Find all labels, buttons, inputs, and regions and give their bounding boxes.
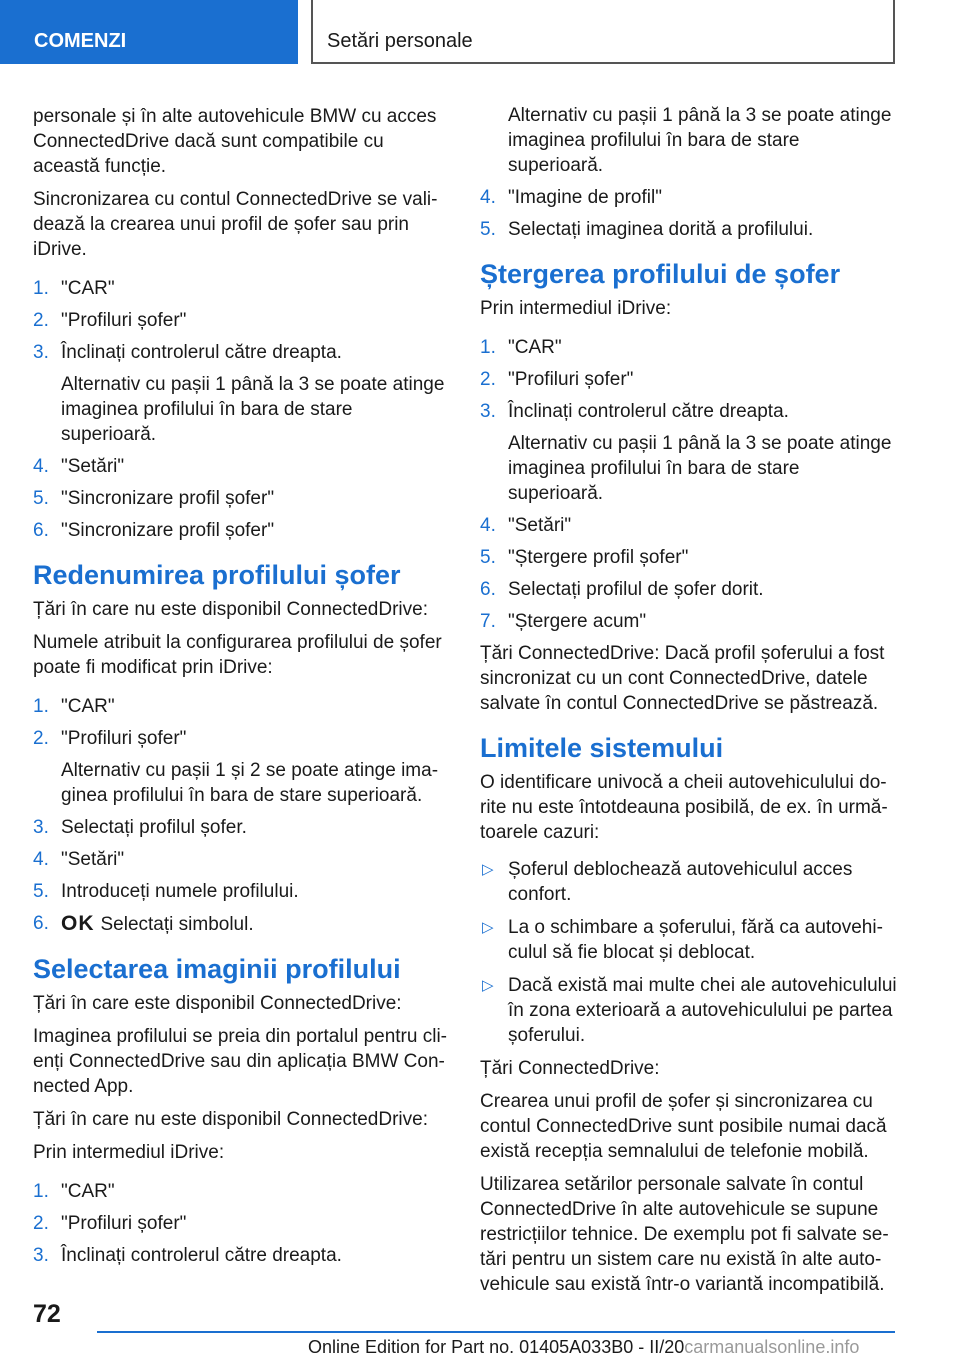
step-text: "CAR"	[508, 337, 562, 358]
step-number: 4.	[480, 187, 496, 208]
ok-icon: OK	[61, 912, 95, 935]
step-text: "Imagine de profil"	[508, 187, 662, 208]
heading-system-limits: Limitele sistemului	[480, 733, 724, 763]
paragraph: Imaginea profilului se preia din portalul pentru cli-enți ConnectedDrive sau din aplicația BMW Con-nected App.	[33, 1026, 448, 1097]
step-text: "CAR"	[61, 1181, 115, 1202]
list-item	[480, 399, 898, 424]
heading-delete-profile: Ștergerea profilului de șofer	[480, 259, 841, 289]
list-item	[480, 217, 898, 242]
step-text: Selectați imaginea dorită a profilului.	[508, 219, 814, 240]
bullet-text: La o schimbare a șoferului, fără ca autovehi-culul să fie blocat și deblocat.	[508, 917, 883, 963]
step-text: "Setări"	[61, 849, 125, 870]
list-item	[33, 1243, 451, 1268]
step-text: Selectați profilul de șofer dorit.	[508, 579, 764, 600]
paragraph: Sincronizarea cu contul ConnectedDrive se vali-dează la crearea unui profil de șofer sau prin iDrive.	[33, 189, 438, 260]
list-item	[33, 308, 451, 333]
list-item	[33, 454, 451, 479]
step-number: 6.	[33, 913, 49, 934]
page-number: 72	[33, 1300, 61, 1328]
step-text: Înclinați controlerul către dreapta.	[508, 401, 789, 422]
paragraph: Crearea unui profil de șofer și sincronizarea cu contul ConnectedDrive sunt posibile numai dacă există recepția semnalului de telefonie mobilă.	[480, 1091, 887, 1162]
step-number: 5.	[480, 547, 496, 568]
step-number: 2.	[480, 369, 496, 390]
paragraph: Țări ConnectedDrive:	[480, 1058, 660, 1079]
step-text: "Profiluri șofer"	[61, 310, 187, 331]
step-number: 2.	[33, 728, 49, 749]
step-number: 3.	[33, 817, 49, 838]
step-number: 1.	[33, 1181, 49, 1202]
step-number: 6.	[33, 520, 49, 541]
right-column	[480, 103, 898, 1305]
step-text: "Sincronizare profil șofer"	[61, 488, 275, 509]
list-item	[480, 185, 898, 210]
heading-rename-profile: Redenumirea profilului șofer	[33, 560, 401, 590]
list-item	[480, 915, 898, 965]
list-item	[480, 367, 898, 392]
step-text: Selectați profilul șofer.	[61, 817, 247, 838]
step-text: "Profiluri șofer"	[508, 369, 634, 390]
step-number: 6.	[480, 579, 496, 600]
paragraph: Prin intermediul iDrive:	[480, 298, 672, 319]
step-text: Selectați simbolul.	[100, 914, 254, 935]
step-number: 3.	[33, 1245, 49, 1266]
step-text: "Ștergere profil șofer"	[508, 547, 689, 568]
paragraph: personale și în alte autovehicule BMW cu acces ConnectedDrive dacă sunt compatibile cu această funcție.	[33, 106, 437, 177]
list-item	[33, 847, 451, 872]
step-text: Înclinați controlerul către dreapta.	[61, 342, 342, 363]
footer-edition	[308, 1337, 859, 1358]
step-note: Alternativ cu pașii 1 până la 3 se poate atinge imaginea profilului în bara de stare superioară.	[508, 105, 892, 176]
list-item	[480, 577, 898, 602]
watermark: carmanualsonline.info	[684, 1337, 860, 1357]
step-number: 1.	[33, 696, 49, 717]
left-column	[33, 104, 451, 1275]
step-text: "Sincronizare profil șofer"	[61, 520, 275, 541]
step-number: 3.	[33, 342, 49, 363]
step-number: 5.	[33, 488, 49, 509]
step-text: "CAR"	[61, 696, 115, 717]
step-text: Înclinați controlerul către dreapta.	[61, 1245, 342, 1266]
paragraph: Țări în care este disponibil ConnectedDrive:	[33, 993, 402, 1014]
step-text: "Setări"	[61, 456, 125, 477]
list-item	[480, 973, 898, 1048]
step-number: 5.	[480, 219, 496, 240]
step-number: 1.	[33, 278, 49, 299]
step-number: 2.	[33, 1213, 49, 1234]
list-item	[33, 879, 451, 904]
bullet-text: Șoferul deblochează autovehiculul acces confort.	[508, 859, 853, 905]
step-text: "Profiluri șofer"	[61, 728, 187, 749]
list-item	[480, 857, 898, 907]
paragraph: Țări ConnectedDrive: Dacă profil șoferului a fost sincronizat cu un cont ConnectedDrive, datele salvate în contul ConnectedDrive se păstrează.	[480, 643, 885, 714]
step-number: 4.	[33, 849, 49, 870]
section-title: Setări personale	[311, 0, 895, 64]
list-item	[33, 694, 451, 719]
triangle-bullet-icon: ▷	[482, 861, 494, 878]
step-number: 5.	[33, 881, 49, 902]
bullet-text: Dacă există mai multe chei ale autovehiculului în zona exterioară a autovehiculului pe partea șoferului.	[508, 975, 897, 1046]
list-item	[33, 726, 451, 751]
step-text: "Setări"	[508, 515, 572, 536]
edition-text: Online Edition for Part no. 01405A033B0 - II/20	[308, 1337, 685, 1357]
paragraph: Țări în care nu este disponibil ConnectedDrive:	[33, 599, 428, 620]
footer-divider	[97, 1331, 895, 1333]
step-number: 3.	[480, 401, 496, 422]
triangle-bullet-icon: ▷	[482, 919, 494, 936]
list-item	[33, 276, 451, 301]
list-item	[33, 911, 451, 937]
heading-select-image: Selectarea imaginii profilului	[33, 954, 401, 984]
step-text: Introduceți numele profilului.	[61, 881, 299, 902]
list-item	[33, 1211, 451, 1236]
step-number: 2.	[33, 310, 49, 331]
list-item	[33, 1179, 451, 1204]
list-item	[480, 513, 898, 538]
list-item	[33, 815, 451, 840]
step-number: 4.	[480, 515, 496, 536]
step-text: "CAR"	[61, 278, 115, 299]
triangle-bullet-icon: ▷	[482, 977, 494, 994]
step-number: 1.	[480, 337, 496, 358]
list-item	[480, 609, 898, 634]
list-item	[33, 340, 451, 365]
section-tab: COMENZI	[0, 0, 298, 64]
list-item	[480, 545, 898, 570]
step-number: 7.	[480, 611, 496, 632]
step-note: Alternativ cu pașii 1 până la 3 se poate atinge imaginea profilului în bara de stare superioară.	[61, 374, 445, 445]
list-item	[33, 486, 451, 511]
paragraph: O identificare univocă a cheii autovehiculului do-rite nu este întotdeauna posibilă, de ex. în urmă-toarele cazuri:	[480, 772, 888, 843]
step-number: 4.	[33, 456, 49, 477]
list-item	[33, 518, 451, 543]
paragraph: Prin intermediul iDrive:	[33, 1142, 225, 1163]
step-text: "Ștergere acum"	[508, 611, 647, 632]
paragraph: Țări în care nu este disponibil ConnectedDrive:	[33, 1109, 428, 1130]
step-text: "Profiluri șofer"	[61, 1213, 187, 1234]
paragraph: Utilizarea setărilor personale salvate în contul ConnectedDrive în alte autovehicule se supune restricțiilor tehnice. De exemplu pot fi salvate se-tări pentru un sistem care nu există în alte auto-vehicule sau există într-o variantă incompatibilă.	[480, 1174, 889, 1295]
step-note: Alternativ cu pașii 1 și 2 se poate atinge ima-ginea profilului în bara de stare superioară.	[61, 760, 439, 806]
step-note: Alternativ cu pașii 1 până la 3 se poate atinge imaginea profilului în bara de stare superioară.	[508, 433, 892, 504]
list-item	[480, 335, 898, 360]
paragraph: Numele atribuit la configurarea profilului de șofer poate fi modificat prin iDrive:	[33, 632, 442, 678]
